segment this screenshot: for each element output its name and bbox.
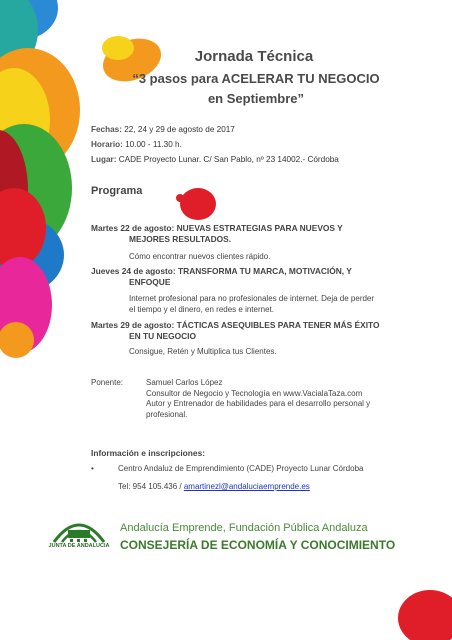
red-blob-bottom xyxy=(398,590,452,640)
subtitle-line1: “3 pasos para ACELERAR TU NEGOCIO xyxy=(132,71,380,86)
session-2-desc-line2: el tiempo y el dinero, en redes e internet. xyxy=(129,305,274,314)
horario-row xyxy=(91,140,182,149)
subtitle-line2: en Septiembre” xyxy=(207,91,305,106)
session-3-heading-line2: EN TU NEGOCIO xyxy=(129,331,197,341)
programa-heading: Programa xyxy=(91,185,143,197)
session-1-heading-line2: MEJORES RESULTADOS. xyxy=(129,234,232,244)
org-line1: Andalucía Emprende, Fundación Pública Andaluza xyxy=(120,522,368,534)
ponente-label: Ponente: xyxy=(91,378,124,387)
org-line2: CONSEJERÍA DE ECONOMÍA Y CONOCIMIENTO xyxy=(120,538,396,552)
lugar-row xyxy=(91,155,339,164)
session-1-heading xyxy=(91,223,387,245)
lugar-label: Lugar: xyxy=(91,155,117,164)
fechas-label: Fechas: xyxy=(91,125,122,134)
session-3-heading xyxy=(91,320,387,342)
session-2-desc xyxy=(129,293,387,315)
info-title: Información e inscripciones: xyxy=(91,448,206,458)
ponente-block xyxy=(146,378,386,420)
red-dot-middle xyxy=(176,194,184,202)
phone: Tel: 954 105.436 / xyxy=(118,482,184,491)
ponente-line3: Autor y Entrenador de habilidades para el desarrollo personal y xyxy=(146,399,371,408)
session-3-heading-line1: Martes 29 de agosto: TÁCTICAS ASEQUIBLES PARA TENER MÁS ÉXITO xyxy=(91,320,380,330)
ponente-name: Samuel Carlos López xyxy=(146,378,223,387)
red-blob-middle xyxy=(180,188,216,220)
page-title: Jornada Técnica xyxy=(194,48,314,65)
session-2-heading-line2: ENFOQUE xyxy=(129,277,171,287)
center-name: Centro Andaluz de Emprendimiento (CADE) Proyecto Lunar Córdoba xyxy=(118,464,364,473)
fechas-row xyxy=(91,125,235,134)
logo-text: JUNTA DE ANDALUCIA xyxy=(48,543,110,549)
session-2-desc-line1: Internet profesional para no profesionales de internet. Deja de perder xyxy=(129,294,375,303)
email-link[interactable]: amartinezl@andaluciaemprende.es xyxy=(183,482,310,491)
session-1-heading-line1: Martes 22 de agosto: NUEVAS ESTRATEGIAS PARA NUEVOS Y xyxy=(91,223,343,233)
session-1-desc: Cómo encontrar nuevos clientes rápido. xyxy=(129,252,271,261)
session-2-heading-line1: Jueves 24 de agosto: TRANSFORMA TU MARCA, MOTIVACIÓN, Y xyxy=(91,266,352,276)
horario-label: Horario: xyxy=(91,140,123,149)
bullet-icon: • xyxy=(91,464,94,473)
session-3-desc: Consigue, Retén y Multiplica tus Clientes. xyxy=(129,347,277,356)
contact-line xyxy=(118,482,310,491)
horario-value: 10.00 - 11.30 h. xyxy=(125,140,182,149)
fechas-value: 22, 24 y 29 de agosto de 2017 xyxy=(124,125,235,134)
ponente-line4: profesional. xyxy=(146,409,188,419)
ponente-line2: Consultor de Negocio y Tecnología en www.VacialaTaza.com xyxy=(146,388,363,398)
session-2-heading xyxy=(91,266,387,288)
junta-andalucia-logo-icon xyxy=(46,508,112,558)
lugar-value: CADE Proyecto Lunar. C/ San Pablo, nº 23 14002.- Córdoba xyxy=(118,155,339,164)
